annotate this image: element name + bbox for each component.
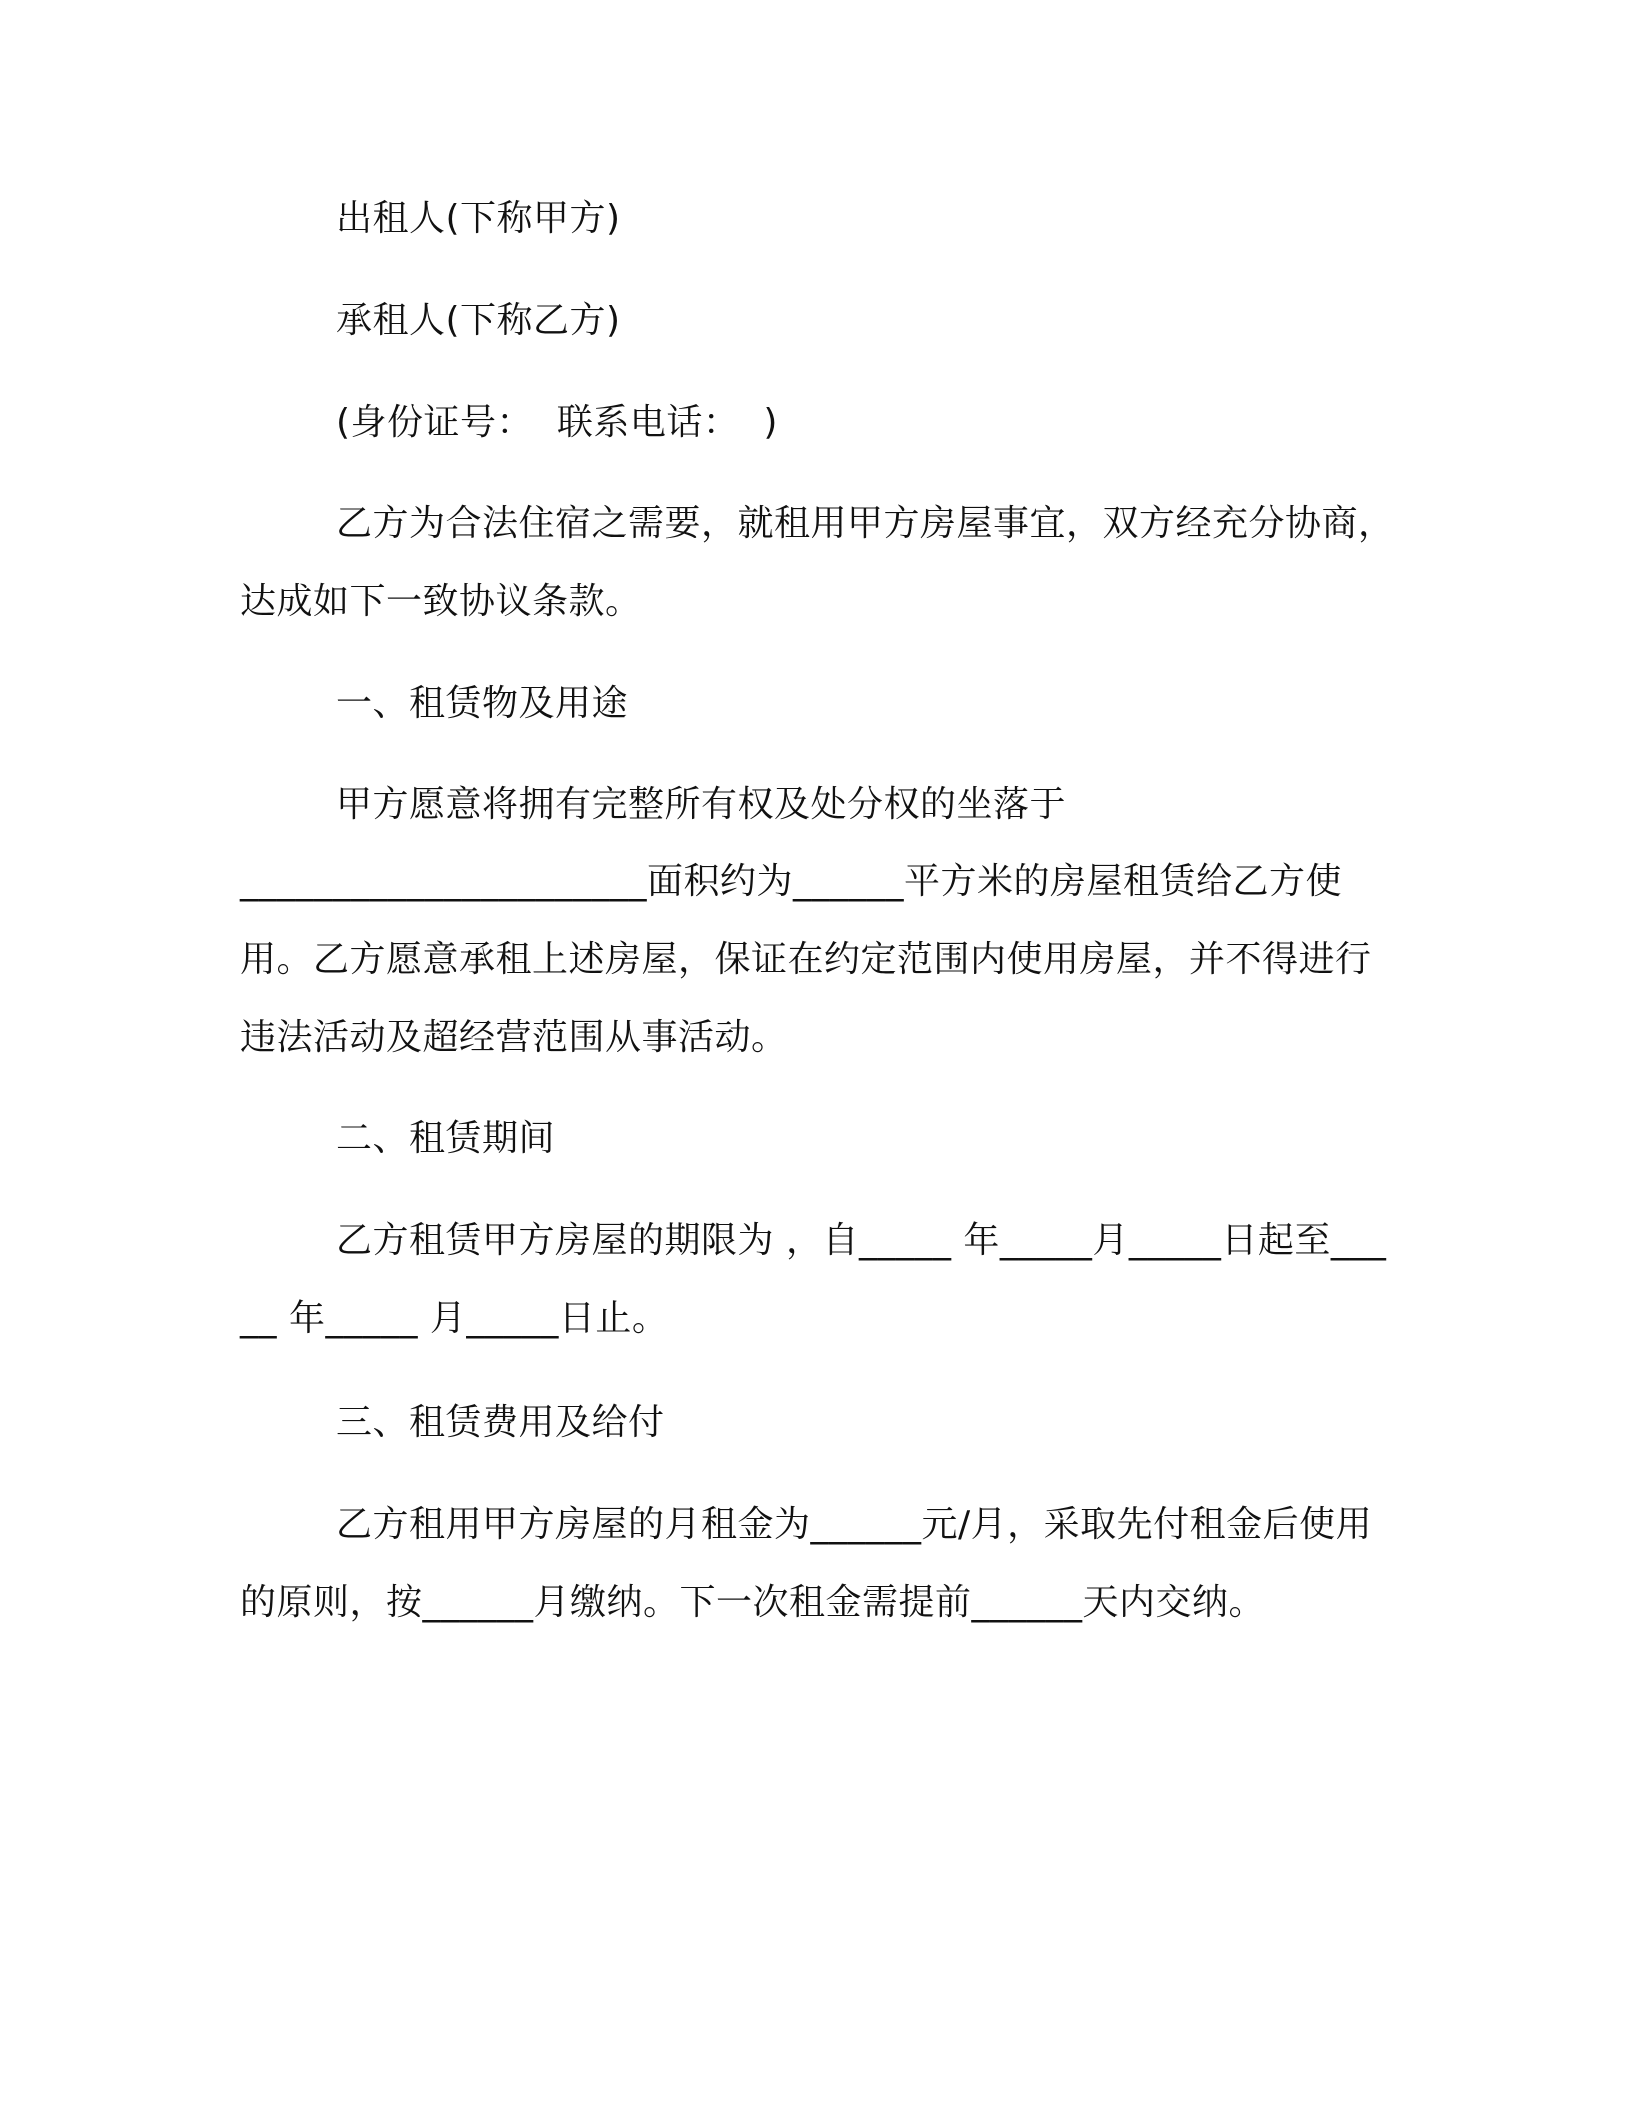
section1-title: 一、租赁物及用途: [336, 683, 629, 724]
section2-title: 二、租赁期间: [336, 1118, 556, 1159]
lessee-line: 承租人(下称乙方): [336, 300, 621, 341]
section1-paragraph: ______________________面积约为______平方米的房屋租赁给乙方使用。乙方愿意承租上述房屋，保证在约定范围内使用房屋，并不得进行违法活动及超经营范围从事活动。: [240, 861, 1372, 1058]
intro-paragraph: 乙方为合法住宿之需要，就租用甲方房屋事宜，双方经充分协商，达成如下一致协议条款。: [240, 503, 1395, 622]
section1-first-line: 甲方愿意将拥有完整所有权及处分权的坐落于: [336, 784, 1067, 825]
section2-paragraph: 乙方租赁甲方房屋的期限为 ，自_____ 年_____月_____日起至_____ 年_____ 月_____日止。: [240, 1220, 1387, 1339]
id-contact-line: (身份证号： 联系电话： ): [336, 402, 778, 443]
section3-paragraph: 乙方租用甲方房屋的月租金为______元/月，采取先付租金后使用的原则，按______月缴纳。下一次租金需提前______天内交纳。: [240, 1504, 1373, 1623]
section3-title: 三、租赁费用及给付: [336, 1402, 665, 1443]
lessor-line: 出租人(下称甲方): [336, 198, 621, 239]
